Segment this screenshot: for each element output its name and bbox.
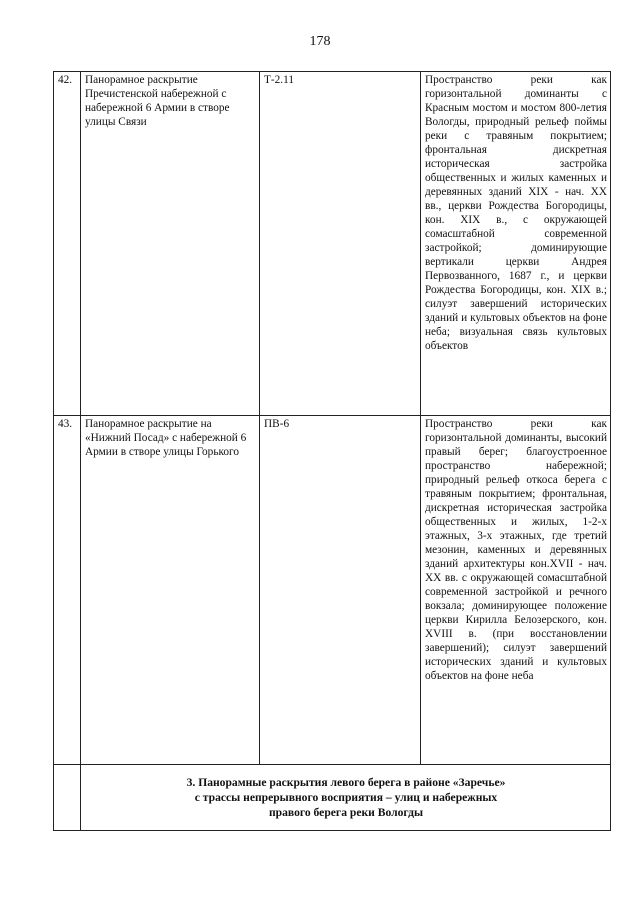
panorama-name: Панорамное раскрытие Пречистенской набережной с набережной 6 Армии в створе улицы Связи <box>81 72 260 416</box>
section-empty-cell <box>54 765 81 831</box>
table-row <box>54 416 611 765</box>
row-number: 43. <box>54 416 81 765</box>
section-header-row <box>54 765 611 831</box>
section-heading <box>81 765 611 831</box>
section-heading-line-1: 3. Панорамные раскрытия левого берега в районе «Заречье» <box>186 775 506 789</box>
panorama-description: Пространство реки как горизонтальной доминанты, высокий правый берег; благоустроенное пространство набережной; природный рельеф откоса берега с травяным покрытием; фронтальная, дискретная историческая застройка общественных и жилых, 1-2-х этажных, 3-х этажных, где третий мезонин, каменных и деревянных зданий архитектуры кон.XVII - нач. XX вв. с окружающей сомасштабной современной застройкой и речного вокзала; доминирующее положение церкви Кирилла Белозерского, кон. XVIII в. (при восстановлении завершений); силуэт завершений исторических зданий и культовых объектов на фоне неба <box>421 416 611 765</box>
panorama-table <box>53 71 611 831</box>
section-heading-line-3: правого берега реки Вологды <box>268 805 424 819</box>
panorama-code: Т-2.11 <box>260 72 421 416</box>
panorama-name: Панорамное раскрытие на «Нижний Посад» с набережной 6 Армии в створе улицы Горького <box>81 416 260 765</box>
panorama-description: Пространство реки как горизонтальной доминанты с Красным мостом и мостом 800-летия Вологды, природный рельеф поймы реки с травяным покрытием; фронтальная дискретная историческая застройка общественных и жилых каменных и деревянных зданий XIX - нач. XX вв., церкви Рождества Богородицы, кон. XIX в., с окружающей сомасштабной современной застройкой; доминирующие вертикали церкви Андрея Первозванного, 1687 г., и церкви Рождества Богородицы, кон. XIX в.; силуэт завершений исторических зданий и культовых объектов на фоне неба; визуальная связь культовых объектов <box>421 72 611 416</box>
section-heading-line-2: с трассы непрерывного восприятия – улиц и набережных <box>194 790 498 804</box>
row-number: 42. <box>54 72 81 416</box>
panorama-code: ПВ-6 <box>260 416 421 765</box>
page-number: 178 <box>309 34 331 49</box>
table-row <box>54 72 611 416</box>
